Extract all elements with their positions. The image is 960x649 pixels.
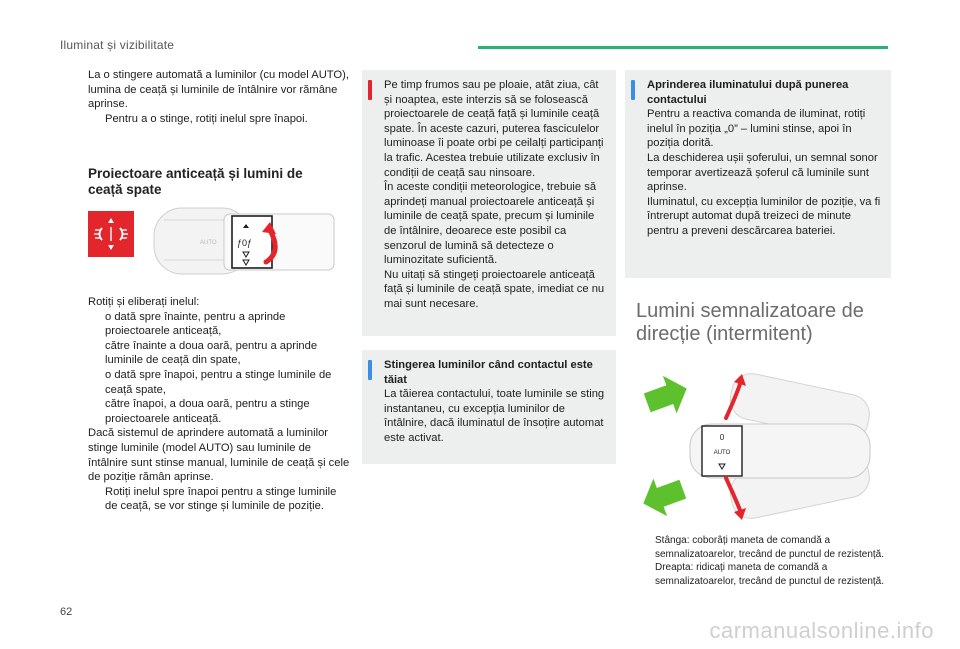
bullet-symbol: [88, 310, 105, 339]
list-item-text: Stânga: coborâți maneta de comandă a semnalizatoarelor, trecând de punctul de rezistență.: [655, 535, 885, 560]
right-arrow-icon: [640, 370, 693, 422]
fog-stalk-illustration: [146, 202, 358, 280]
turn-signal-instructions: [640, 534, 902, 588]
bullet-symbol: [88, 397, 105, 426]
info-box-text: Pentru a reactiva comanda de iluminat, rotiți inelul în poziția „0” – lumini stinse, apoi în poziția dorită. La deschiderea ușii șoferului, un semnal sonor temporar avertizează șoferul că luminile sunt aprinse. Iluminatul, cu excepția luminilor de poziție, va fi întrerupt automat după treizeci de minute pentru a preveni descărcarea bateriei.: [647, 108, 881, 237]
list-item-text: Rotiți inelul spre înapoi pentru a stinge luminile de ceață, se vor stinge și luminile de poziție.: [105, 485, 337, 513]
list-item: [640, 561, 902, 588]
auto-label: AUTO: [200, 240, 217, 246]
bullet-symbol: [88, 368, 105, 397]
intro-paragraph: La o stingere automată a luminilor (cu model AUTO), lumina de ceață și luminile de întâlnire vor rămâne aprinse.: [88, 69, 349, 111]
rotate-intro: Rotiți și eliberați inelul:: [88, 296, 200, 308]
list-item: [88, 397, 350, 426]
turn-signal-title: Lumini semnalizatoare de direcție (intermitent): [636, 300, 864, 345]
section-title-fog: Proiectoare anticeață și lumini de ceață spate: [88, 166, 303, 197]
svg-text:ƒ0ƒ: ƒ0ƒ: [237, 238, 253, 248]
list-item-text: o dată spre înainte, pentru a aprinde proiectoarele anticeață,: [105, 310, 286, 338]
info-box-title: Stingerea luminilor când contactul este tăiat: [384, 359, 593, 386]
bullet-symbol: [640, 534, 655, 561]
running-header: Iluminat și vizibilitate: [60, 38, 175, 52]
info-box-relight: [625, 70, 891, 278]
info-box-content: [647, 78, 883, 239]
list-item: [88, 368, 350, 397]
header-accent-bar: [478, 46, 888, 49]
info-box-title: Aprinderea iluminatului după punerea contactului: [647, 79, 849, 106]
watermark: carmanualsonline.info: [709, 618, 934, 643]
info-box-content: [384, 358, 608, 446]
fog-lamp-warning-icon: [88, 211, 134, 257]
bullet-symbol: [88, 112, 105, 127]
list-item-text: Dreapta: ridicați maneta de comandă a semnalizatoarelor, trecând de punctul de rezistență.: [655, 562, 885, 587]
list-item-text: către înapoi, a doua oară, pentru a stinge proiectoarele anticeață.: [105, 398, 310, 425]
intro-bullet-text: Pentru a o stinge, rotiți inelul spre înapoi.: [105, 112, 308, 125]
zero-label: 0: [719, 433, 725, 442]
bullet-symbol: [88, 485, 105, 514]
list-item: [88, 339, 350, 368]
list-item: [640, 534, 902, 561]
list-item: [88, 485, 350, 514]
warning-text: Pe timp frumos sau pe ploaie, atât ziua, cât și noaptea, este interzis să se folosească proiectoarele de ceață față și luminile ceață spate. În aceste cazuri, puterea fasciculelor luminoase îi poate orbi pe ceilalți participanți la trafic. Acestea trebuie utilizate exclusiv în condiții de ceață sau ninsoare. În aceste condiții meteorologice, trebuie să aprindeți manual proiectoarele anticeață și luminile de ceață spate, precum și luminile de întâlnire, deoarece este posibil ca senzorul de lumină să detecteze o luminozitate suficientă. Nu uitați să stingeți proiectoarele anticeață față și luminile de ceață spate, imediat ce nu mai sunt necesare.: [384, 79, 605, 310]
list-item-text: o dată spre înapoi, pentru a stinge luminile de ceață spate,: [105, 368, 332, 396]
fog-instructions: [88, 295, 350, 514]
bullet-symbol: [88, 339, 105, 368]
bullet-symbol: [640, 561, 655, 588]
intro-bullet: [88, 112, 350, 127]
auto-paragraph: Dacă sistemul de aprindere automată a luminilor stinge luminile (model AUTO) sau luminile de întâlnire sunt stinse manual, luminile de ceață și cele de poziție rămân aprinse.: [88, 427, 350, 484]
info-mark: [631, 80, 635, 100]
info-mark: [368, 360, 372, 380]
intro-block: [88, 68, 350, 126]
auto-label: AUTO: [713, 450, 731, 456]
list-item-text: către înainte a doua oară, pentru a aprinde luminile de ceață din spate,: [105, 339, 318, 367]
page-number: 62: [60, 606, 73, 618]
left-arrow-icon: [640, 470, 690, 522]
warning-box: [362, 70, 616, 336]
info-box-ignition: [362, 350, 616, 464]
list-item: [88, 310, 350, 339]
warning-mark: [368, 80, 372, 100]
turn-signal-illustration: [640, 366, 880, 526]
info-box-text: La tăierea contactului, toate luminile se sting instantaneu, cu excepția luminilor de întâlnire, dacă iluminatul de însoțire automat este activat.: [384, 388, 605, 444]
